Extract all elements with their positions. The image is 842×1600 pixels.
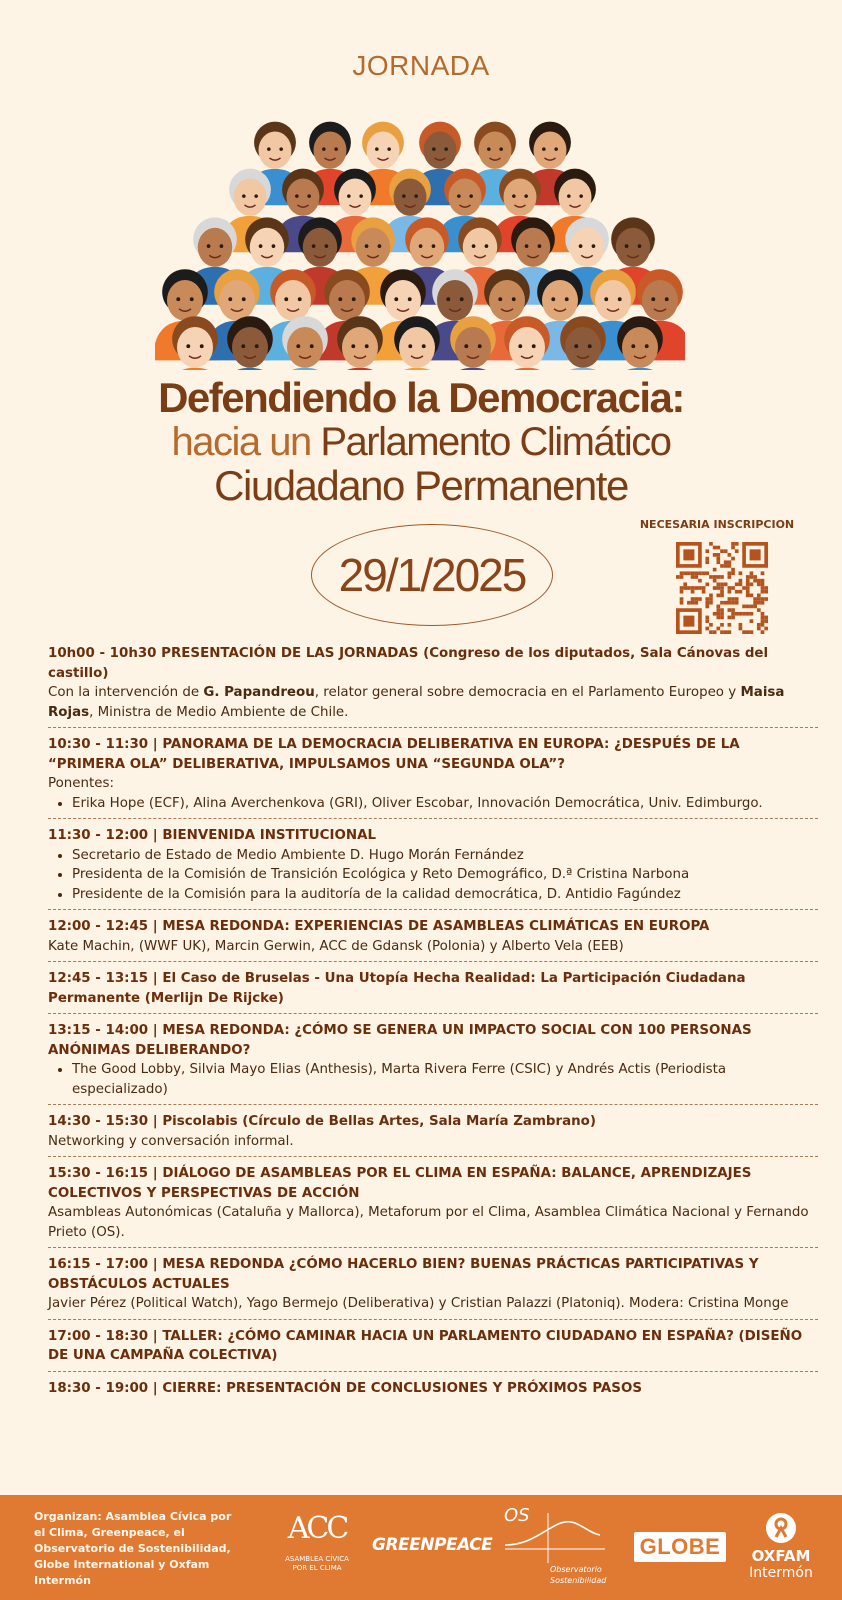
globe-logo-text: GLOBE	[639, 1534, 721, 1559]
agenda-item	[48, 969, 818, 1014]
agenda-heading: 10h00 - 10h30 PRESENTACIÓN DE LAS JORNADAS (Congreso de los diputados, Sala Cánovas del castillo)	[48, 646, 769, 681]
agenda-bullet: • Secretario de Estado de Medio Ambiente D. Hugo Morán Fernández	[72, 846, 818, 866]
agenda-bullet: • The Good Lobby, Silvia Mayo Elias (Anthesis), Marta Rivera Ferre (CSIC) y Andrés Actis (Periodista especializado)	[72, 1060, 818, 1099]
agenda-text: Networking y conversación informal.	[48, 1133, 294, 1149]
agenda-bullet: • Presidente de la Comisión para la auditoría de la calidad democrática, D. Antidio Fagúndez	[72, 885, 818, 905]
agenda-bullets	[48, 794, 818, 814]
globe-logo[interactable]	[634, 1532, 726, 1562]
title-line-3: Ciudadano Permanente	[214, 462, 628, 509]
greenpeace-logo[interactable]: GREENPEACE	[372, 1535, 493, 1555]
agenda-item	[48, 735, 818, 819]
event-title	[0, 376, 842, 508]
title-line-2-dark: Parlamento Climático	[320, 420, 671, 464]
agenda-bullets	[48, 1060, 818, 1099]
agenda-text: Con la intervención de G. Papandreou, relator general sobre democracia en el Parlamento Europeo y Maisa Rojas, Ministra de Medio Ambiente de Chile.	[48, 685, 785, 720]
registration-label: NECESARIA INSCRIPCION	[639, 518, 795, 531]
agenda-item	[48, 1255, 818, 1320]
title-line-1: Defendiendo la Democracia:	[158, 374, 684, 421]
agenda-heading: 16:15 - 17:00 | MESA REDONDA ¿CÓMO HACERLO BIEN? BUENAS PRÁCTICAS PARTICIPATIVAS Y OBSTÁCULOS ACTUALES	[48, 1257, 759, 1292]
agenda-bullet: • Presidenta de la Comisión de Transición Ecológica y Reto Demográfico, D.ª Cristina Narbona	[72, 865, 818, 885]
event-kicker: JORNADA	[352, 50, 490, 81]
acc-logo-text-2: POR EL CLIMA	[292, 1564, 342, 1572]
title-line-2	[0, 420, 842, 464]
agenda-heading: 12:00 - 12:45 | MESA REDONDA: EXPERIENCIAS DE ASAMBLEAS CLIMÁTICAS EN EUROPA	[48, 919, 710, 934]
agenda-heading: 10:30 - 11:30 | PANORAMA DE LA DEMOCRACIA DELIBERATIVA EN EUROPA: ¿DESPUÉS DE LA “PRIMERA OLA” DELIBERATIVA, IMPULSAMOS UNA “SEGUNDA OLA”?	[48, 737, 740, 772]
crowd-illustration	[155, 100, 685, 370]
os-logo[interactable]	[500, 1505, 610, 1595]
agenda-heading: 13:15 - 14:00 | MESA REDONDA: ¿CÓMO SE GENERA UN IMPACTO SOCIAL CON 100 PERSONAS ANÓNIMAS DELIBERANDO?	[48, 1023, 752, 1058]
agenda-item	[48, 1112, 818, 1157]
organizers-footer	[0, 1495, 842, 1600]
qr-code-icon[interactable]	[676, 542, 768, 634]
agenda-heading: 18:30 - 19:00 | CIERRE: PRESENTACIÓN DE CONCLUSIONES Y PRÓXIMOS PASOS	[48, 1380, 642, 1396]
title-line-2-light: hacia un	[171, 420, 321, 464]
agenda-item	[48, 1327, 818, 1372]
agenda	[48, 644, 818, 1410]
acc-logo-mark: ACC	[287, 1511, 347, 1546]
agenda-heading: 12:45 - 13:15 | El Caso de Bruselas - Una Utopía Hecha Realidad: La Participación Ciudadana Permanente (Merlijn De Rijcke)	[48, 971, 746, 1006]
agenda-item	[48, 1164, 818, 1248]
agenda-heading: 17:00 - 18:30 | TALLER: ¿CÓMO CAMINAR HACIA UN PARLAMENTO CIUDADANO EN ESPAÑA? (DISEÑO DE UNA CAMPAÑA COLECTIVA)	[48, 1328, 803, 1363]
acc-logo-text-1: ASAMBLEA CÍVICA	[285, 1555, 349, 1563]
oxfam-icon	[764, 1511, 798, 1545]
os-logo-text-2: Sostenibilidad	[550, 1576, 607, 1585]
oxfam-logo-text: OXFAM	[751, 1547, 811, 1565]
agenda-text: Ponentes:	[48, 776, 114, 791]
agenda-item	[48, 826, 818, 910]
os-logo-letters: OS	[504, 1505, 530, 1526]
speaker-name: Maisa Rojas	[48, 685, 785, 720]
os-logo-text-1: Observatorio	[550, 1565, 602, 1574]
agenda-heading: 14:30 - 15:30 | Piscolabis (Círculo de Bellas Artes, Sala María Zambrano)	[48, 1114, 596, 1129]
acc-logo[interactable]	[282, 1509, 352, 1589]
organizers-text: Organizan: Asamblea Cívica por el Clima, Greenpeace, el Observatorio de Sostenibilidad, Globe International y Oxfam Intermón	[34, 1510, 232, 1587]
event-date	[311, 524, 553, 626]
oxfam-logo-sub: Intermón	[749, 1565, 813, 1581]
agenda-bullets	[48, 846, 818, 905]
agenda-text: Javier Pérez (Political Watch), Yago Bermejo (Deliberativa) y Cristian Palazzi (Platoniq). Modera: Cristina Monge	[48, 1296, 789, 1311]
agenda-heading: 15:30 - 16:15 | DIÁLOGO DE ASAMBLEAS POR EL CLIMA EN ESPAÑA: BALANCE, APRENDIZAJES COLECTIVOS Y PERSPECTIVAS DE ACCIÓN	[48, 1166, 752, 1201]
agenda-text: Kate Machin, (WWF UK), Marcin Gerwin, ACC de Gdansk (Polonia) y Alberto Vela (EEB)	[48, 938, 624, 954]
oxfam-logo[interactable]	[746, 1511, 816, 1581]
speaker-name: G. Papandreou	[203, 685, 315, 700]
agenda-item	[48, 1021, 818, 1105]
agenda-heading: 11:30 - 12:00 | BIENVENIDA INSTITUCIONAL	[48, 828, 376, 843]
agenda-bullet: • Erika Hope (ECF), Alina Averchenkova (GRI), Oliver Escobar, Innovación Democrática, Univ. Edimburgo.	[72, 794, 818, 814]
event-date-text: 29/1/2025	[338, 549, 526, 601]
agenda-text: Asambleas Autonómicas (Cataluña y Mallorca), Metaforum por el Clima, Asamblea Climática Nacional y Fernando Prieto (OS).	[48, 1205, 809, 1240]
agenda-item	[48, 1379, 818, 1404]
agenda-item	[48, 917, 818, 962]
agenda-item	[48, 644, 818, 728]
